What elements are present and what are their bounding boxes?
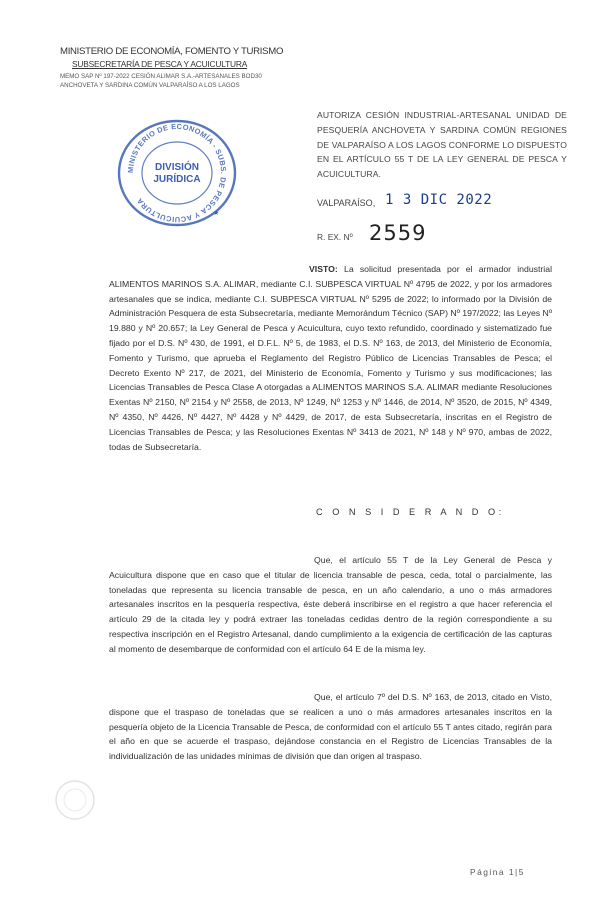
ministry-name: MINISTERIO DE ECONOMÍA, FOMENTO Y TURISMO [60,46,284,57]
visto-paragraph [109,262,552,454]
faded-seal-mark [53,778,97,822]
page-number: Página 1|5 [470,867,525,877]
date-stamp: 1 3 DIC 2022 [385,192,493,208]
stamp-line1: DIVISIÓN [155,162,199,173]
resolution-number: 2559 [369,221,427,245]
visto-label: VISTO: [309,264,338,274]
date-city: VALPARAÍSO, [317,198,376,208]
stamp-star-icon: ★ [213,210,220,217]
visto-text: La solicitud presentada por el armador industrial ALIMENTOS MARINOS S.A. ALIMAR, mediante C.I. SUBPESCA VIRTUAL Nº 4795 de 2022, y por los armadores artesanales que se indica, mediante C.I. SUBPESCA VIRTUAL Nº 5295 de 2022; lo informado por la División de Administración Pesquera de esta Subsecretaría, mediante Memorándum Técnico (SAP) Nº 197/2022; las Leyes Nº 19.880 y Nº 20.657; la Ley General de Pesca y Acuicultura, cuyo texto refundido, coordinado y sistematizado fue fijado por el D.S. Nº 430, de 1991, el D.F.L. Nº 5, de 1983, el D.S. Nº 163, de 2013, del Ministerio de Economía, Fomento y Turismo, que aprueba el Reglamento del Registro Público de Licencias Transables de Pesca; el Decreto Exento Nº 217, de 2021, del Ministerio de Economía, Fomento y Turismo y sus modificaciones; las Licencias Transables de Pesca Clase A otorgadas a ALIMENTOS MARINOS S.A. ALIMAR mediante Resoluciones Exentas Nº 2150, Nº 2154 y Nº 2558, de 2013, Nº 1249, Nº 1253 y Nº 1446, de 2014, Nº 3520, de 2015, Nº 4349, Nº 4350, Nº 4426, Nº 4427, Nº 4428 y Nº 4429, de 2017, de esta Subsecretaría, inscritas en el Registro de Licencias Transables de Pesca; y las Resoluciones Exentas Nº 3413 de 2021, Nº 148 y Nº 970, ambas de 2022, todas de Subsecretaría. [109,264,553,452]
memo-reference-line1: MEMO SAP Nº 197-2022 CESIÓN ALIMAR S.A.-ARTESANALES BOD30 [60,73,262,80]
considerando-paragraph-1: Que, el artículo 55 T de la Ley General de Pesca y Acuicultura dispone que en caso que el titular de licencia transable de pesca, ceda, total o parcialmente, las toneladas que representa su licencia transable de pesca, en un año calendario, a uno o más armadores artesanales inscritos en la pesquería respectiva, éste deberá inscribirse en el registro a que hacer referencia el artículo 29 de la citada ley y podrá extraer las toneladas cedidas dentro de la región correspondiente a su respectiva inscripción en el Registro Artesanal, dando cumplimiento a la exigencia de certificación de las capturas al momento de desembarque de conformidad con el artículo 64 E de la misma ley. [109,555,552,654]
stamp-line2: JURÍDICA [153,174,201,185]
memo-reference-line2: ANCHOVETA Y SARDINA COMÚN VALPARAÍSO A LOS LAGOS [60,82,240,89]
subsecretaria-name: SUBSECRETARÍA DE PESCA Y ACUICULTURA [72,59,248,69]
resolution-title: AUTORIZA CESIÓN INDUSTRIAL-ARTESANAL UNIDAD DE PESQUERÍA ANCHOVETA Y SARDINA COMÚN REGIONES DE VALPARAÍSO A LOS LAGOS CONFORME LO DISPUESTO EN EL ARTÍCULO 55 T DE LA LEY GENERAL DE PESCA Y ACUICULTURA. [317,110,567,180]
considerando-paragraph-2: Que, el artículo 7º del D.S. Nº 163, de 2013, citado en Visto, dispone que el traspaso de toneladas que se realicen a uno o más armadores artesanales inscritos en la pesquería objeto de la Licencia Transable de Pesca, de conformidad con el artículo 55 T antes citado, regirán para el año en que se acuerde el traspaso, dejándose constancia en el Registro de Licencias Transables de la individualización de las unidades mínimas de división que dan origen al traspaso. [109,692,552,762]
division-juridica-stamp [113,117,241,229]
considerando-heading: C O N S I D E R A N D O: [316,507,505,517]
stamp-ring-text: MINISTERIO DE ECONOMÍA - SUBS. DE PESCA Y ACUICULTURA [125,121,229,225]
letterhead [60,46,300,90]
resolution-label: R. EX. Nº [317,232,353,242]
